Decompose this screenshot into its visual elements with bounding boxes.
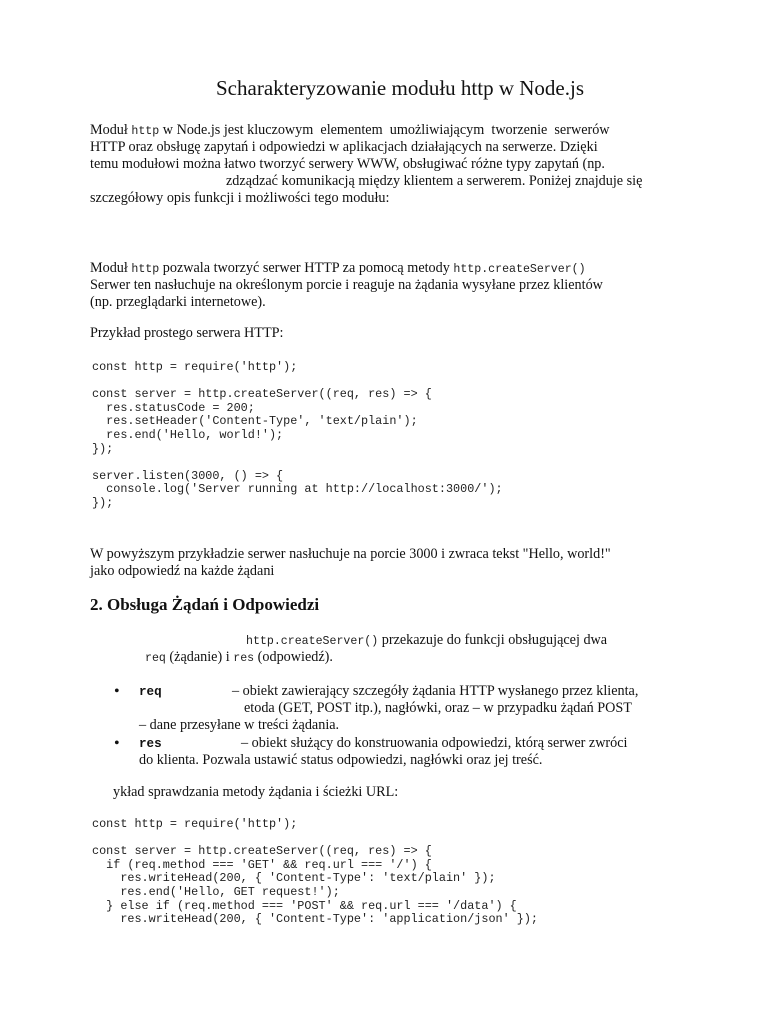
code-block-2: const http = require('http'); const server = http.createServer((req, res) => { if (req.method === 'GET' && req.url === '/') { res.writeHead(200, { 'Content-Type': 'text/plain' }); res.end('Hello, GET request!'); } else if (req.method === 'POST' && req.url === '/data') { res.writeHead(200, { 'Content-Type': 'application/json' }); [92, 817, 538, 927]
example1-label: Przykład prostego serwera HTTP: [90, 325, 284, 341]
intro-text: w Node.js jest kluczowym elementem umożliwiającym tworzenie serwerów [159, 122, 610, 138]
bullet-dot-icon: • [114, 735, 120, 752]
inline-code: http [131, 125, 160, 138]
bullet-key-req: req [139, 685, 162, 699]
para2-line-2: Serwer ten nasłuchuje na określonym porcie i reaguje na żądania wysyłane przez klientów [90, 277, 603, 293]
inline-code: http [131, 263, 160, 276]
section2-line-2 [145, 649, 333, 668]
bullet-res-line-2: do klienta. Pozwala ustawić status odpowiedzi, nagłówki oraz jej treść. [139, 752, 543, 768]
bullet-req-line-3: – dane przesyłane w treści żądania. [139, 717, 340, 733]
section2-text: przekazuje do funkcji obsługującej dwa [378, 632, 608, 648]
intro-line-3: temu modułowi można łatwo tworzyć serwery WWW, obsługiwać różne typy zapytań (np. [90, 156, 605, 172]
intro-text: Moduł [90, 122, 132, 138]
bullet-key-res: res [139, 737, 162, 751]
inline-code: http.createServer() [246, 635, 379, 648]
para3-line-2: jako odpowiedź na każde żądani [90, 563, 275, 579]
para2-text: pozwala tworzyć serwer HTTP za pomocą metody [159, 260, 454, 276]
para2-line-3: (np. przeglądarki internetowe). [90, 294, 266, 310]
bullet-dot-icon: • [114, 683, 120, 700]
section2-text: (żądanie) i [165, 649, 234, 665]
intro-line-2: HTTP oraz obsługę zapytań i odpowiedzi w aplikacjach działających na serwerze. Dzięki [90, 139, 598, 155]
para3-line-1: W powyższym przykładzie serwer nasłuchuje na porcie 3000 i zwraca tekst "Hello, world!" [90, 546, 611, 562]
bullet-req-line-1: – obiekt zawierający szczegóły żądania HTTP wysłanego przez klienta, [232, 683, 639, 699]
section2-line-1 [246, 632, 607, 651]
inline-code: req [145, 652, 166, 665]
inline-code: http.createServer() [453, 263, 586, 276]
section-heading: 2. Obsługa Żądań i Odpowiedzi [90, 595, 320, 614]
bullet-req-line-2: etoda (GET, POST itp.), nagłówki, oraz – w przypadku żądań POST [244, 700, 632, 716]
inline-code: res [233, 652, 255, 665]
example2-label: ykład sprawdzania metody żądania i ścieżki URL: [113, 784, 399, 800]
intro-line-5: szczegółowy opis funkcji i możliwości tego modułu: [90, 190, 390, 206]
para2-line-1 [90, 260, 586, 279]
intro-line-1 [90, 122, 610, 141]
document-title: Scharakteryzowanie modułu http w Node.js [216, 76, 584, 100]
intro-line-4: zdządzać komunikacją między klientem a serwerem. Poniżej znajduje się [226, 173, 643, 189]
code-block-1: const http = require('http'); const server = http.createServer((req, res) => { res.statusCode = 200; res.setHeader('Content-Type', 'text/plain'); res.end('Hello, world!'); }); server.listen(3000, () => { console.log('Server running at http://localhost:3000/'); }); [92, 360, 503, 510]
para2-text: Moduł [90, 260, 132, 276]
section2-text: (odpowiedź). [254, 649, 333, 665]
bullet-res-line-1: – obiekt służący do konstruowania odpowiedzi, którą serwer zwróci [241, 735, 628, 751]
